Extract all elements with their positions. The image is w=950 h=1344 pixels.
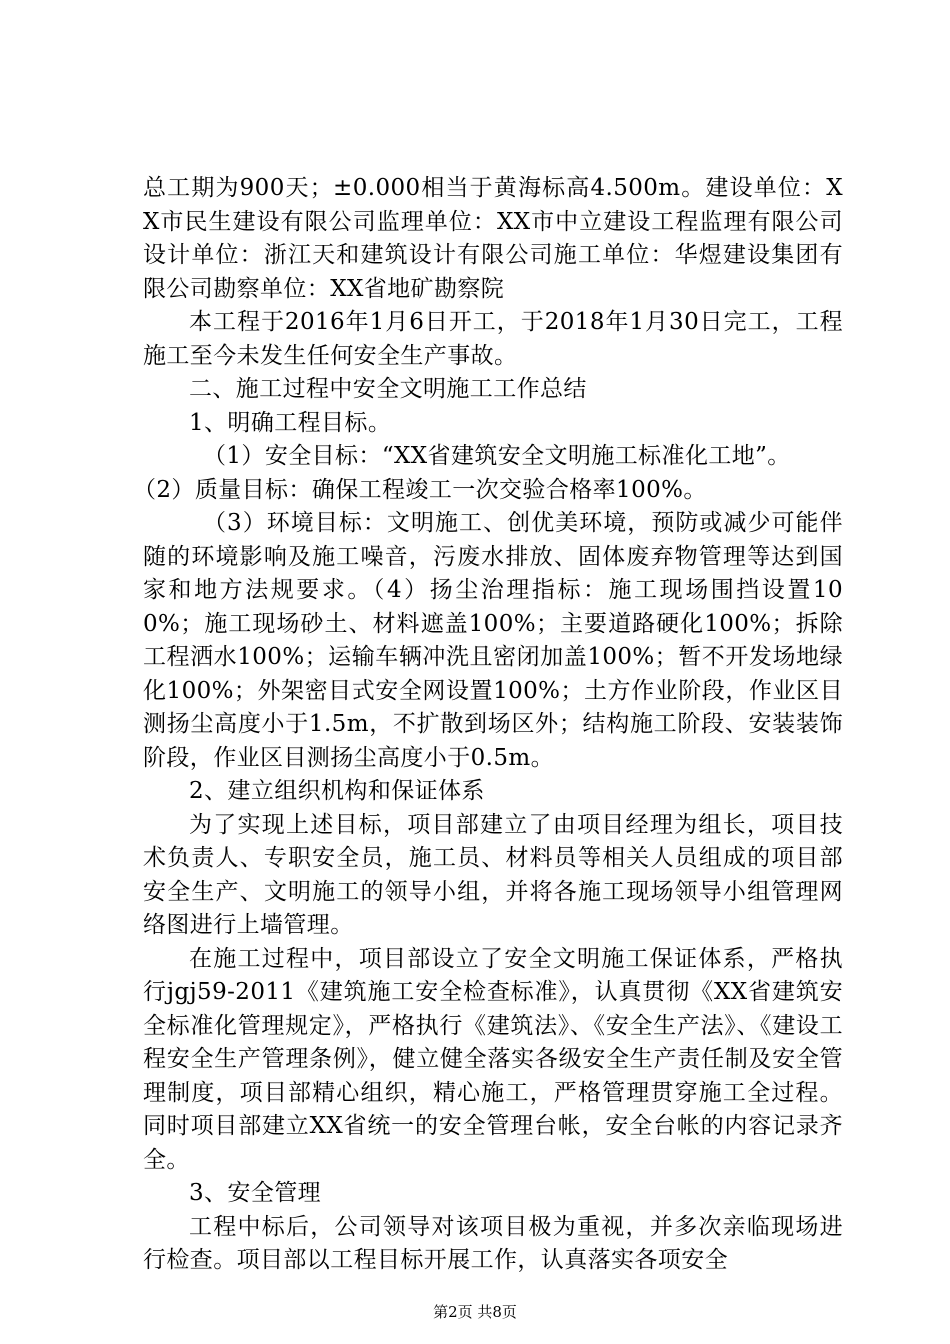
section-heading-2: 二、施工过程中安全文明施工工作总结 [189,376,587,402]
document-body [133,172,843,1278]
paragraph-environment-goal: （3）环境目标：文明施工、创优美环境，预防或减少可能伴随的环境影响及施工噪音，污废水排放、固体废弃物管理等达到国家和地方法规要求。（4）扬尘治理指标：施工现场围挡设置100%；施工现场砂土、材料遮盖100%；主要道路硬化100%；拆除工程洒水100%；运输车辆冲洗且密闭加盖100%；暂不开发场地绿化100%；外架密目式安全网设置100%；土方作业阶段，作业区目测扬尘高度小于1.5m，不扩散到场区外；结构施工阶段、安装装饰阶段，作业区目测扬尘高度小于0.5m。 [143,510,843,771]
paragraph-safety-goal: （1）安全目标：“XX省建筑安全文明施工标准化工地”。 [203,443,791,469]
page-footer: 第2页 共8页 [433,1303,517,1321]
paragraph-safety-management: 工程中标后，公司领导对该项目极为重视，并多次亲临现场进行检查。项目部以工程目标开展工作，认真落实各项安全 [143,1213,843,1273]
subheading-safety-management: 3、安全管理 [189,1180,322,1206]
paragraph-quality-goal: （2）质量目标：确保工程竣工一次交验合格率100%。 [133,476,707,503]
paragraph-schedule: 本工程于2016年1月6日开工，于2018年1月30日完工，工程施工至今未发生任何安全生产事故。 [143,309,843,369]
paragraph-project-info: 总工期为900天；±0.000相当于黄海标高4.500m。建设单位：XX市民生建设有限公司监理单位：XX市中立建设工程监理有限公司设计单位：浙江天和建筑设计有限公司施工单位：华煜建设集团有限公司勘察单位：XX省地矿勘察院 [143,175,843,302]
subheading-organization: 2、建立组织机构和保证体系 [189,778,485,804]
subheading-goals: 1、明确工程目标。 [189,409,392,436]
paragraph-guarantee-system: 在施工过程中，项目部设立了安全文明施工保证体系，严格执行jgj59-2011《建筑施工安全检查标准》，认真贯彻《XX省建筑安全标准化管理规定》，严格执行《建筑法》、《安全生产法》、《建设工程安全生产管理条例》，健立健全落实各级安全生产责任制及安全管理制度，项目部精心组织，精心施工，严格管理贯穿施工全过程。同时项目部建立XX省统一的安全管理台帐，安全台帐的内容记录齐全。 [143,945,843,1173]
paragraph-organization: 为了实现上述目标，项目部建立了由项目经理为组长，项目技术负责人、专职安全员，施工员、材料员等相关人员组成的项目部安全生产、文明施工的领导小组，并将各施工现场领导小组管理网络图进行上墙管理。 [143,811,843,938]
